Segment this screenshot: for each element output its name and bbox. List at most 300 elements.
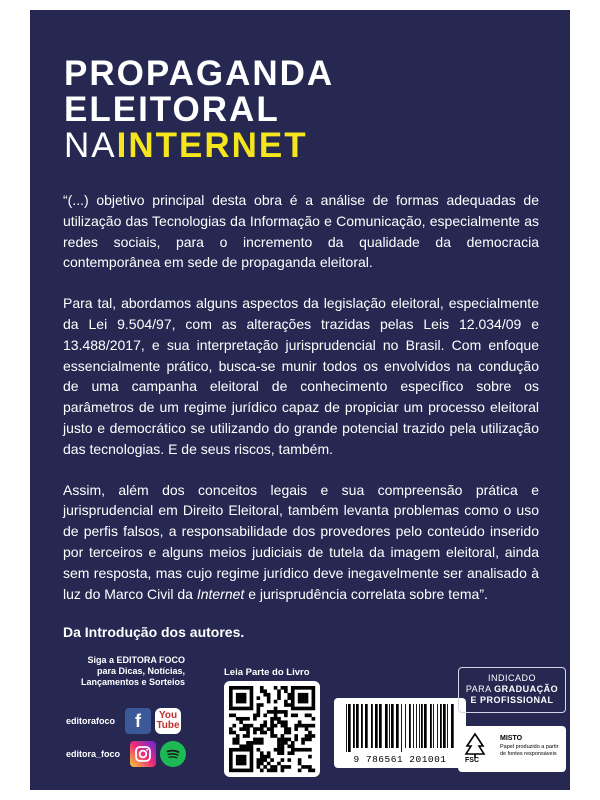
qr-module xyxy=(250,755,254,759)
qr-module xyxy=(294,714,298,718)
qr-module xyxy=(287,765,291,769)
title-line-2: ELEITORAL xyxy=(64,90,280,129)
qr-module xyxy=(229,686,233,690)
qr-module xyxy=(270,769,274,773)
qr-module xyxy=(229,689,233,693)
qr-module xyxy=(260,741,264,745)
qr-module xyxy=(291,714,295,718)
qr-module xyxy=(308,731,312,735)
barcode-bar xyxy=(433,704,434,748)
qr-module xyxy=(236,769,240,773)
qr-module xyxy=(246,734,250,738)
qr-module xyxy=(312,700,316,704)
qr-module xyxy=(253,727,257,731)
qr-module xyxy=(250,696,254,700)
qr-module xyxy=(267,751,271,755)
qr-module xyxy=(284,689,288,693)
social-row-2 xyxy=(66,741,186,767)
qr-module xyxy=(246,717,250,721)
qr-module xyxy=(253,714,257,718)
qr-module xyxy=(298,700,302,704)
qr-module xyxy=(312,769,316,773)
qr-module xyxy=(263,755,267,759)
qr-module xyxy=(257,727,261,731)
qr-module xyxy=(291,748,295,752)
qr-module xyxy=(287,731,291,735)
qr-module xyxy=(287,703,291,707)
qr-module xyxy=(287,727,291,731)
qr-module xyxy=(267,727,271,731)
qr-module xyxy=(243,758,247,762)
qr-module xyxy=(229,769,233,773)
handle-editora-foco: editora_foco xyxy=(66,749,121,759)
qr-module xyxy=(239,700,243,704)
qr-module xyxy=(308,686,312,690)
qr-module xyxy=(270,765,274,769)
qr-module xyxy=(246,769,250,773)
qr-module xyxy=(250,700,254,704)
barcode-bar xyxy=(389,704,390,748)
qr-module xyxy=(281,741,285,745)
qr-module xyxy=(232,748,236,752)
qr-module xyxy=(287,738,291,742)
qr-module xyxy=(277,744,281,748)
qr-module xyxy=(301,738,305,742)
barcode-bar xyxy=(416,704,417,748)
qr-module xyxy=(305,707,309,711)
qr-module xyxy=(277,741,281,745)
qr-module xyxy=(232,731,236,735)
qr-module xyxy=(305,727,309,731)
qr-module xyxy=(232,769,236,773)
qr-module xyxy=(232,714,236,718)
title-na: NA xyxy=(64,126,117,165)
qr-module xyxy=(312,696,316,700)
paragraph-3-b: e jurisprudência correlata sobre tema”. xyxy=(244,585,488,602)
barcode-bar xyxy=(353,704,355,748)
qr-module xyxy=(284,724,288,728)
qr-module xyxy=(308,734,312,738)
qr-module xyxy=(274,686,278,690)
barcode-bar xyxy=(371,704,373,748)
qr-module xyxy=(284,741,288,745)
qr-module xyxy=(236,700,240,704)
qr-module xyxy=(229,755,233,759)
qr-module xyxy=(301,748,305,752)
qr-module xyxy=(239,693,243,697)
qr-module xyxy=(260,731,264,735)
qr-module xyxy=(260,686,264,690)
qr-module xyxy=(239,717,243,721)
qr-module xyxy=(257,762,261,766)
qr-module xyxy=(229,751,233,755)
qr-module xyxy=(239,744,243,748)
barcode-bar xyxy=(443,704,446,748)
qr-module xyxy=(246,686,250,690)
qr-module xyxy=(250,769,254,773)
qr-module xyxy=(229,693,233,697)
qr-module xyxy=(236,693,240,697)
qr-module xyxy=(260,751,264,755)
qr-module xyxy=(294,707,298,711)
qr-module xyxy=(250,724,254,728)
qr-module xyxy=(229,727,233,731)
qr-module xyxy=(250,744,254,748)
qr-module xyxy=(260,689,264,693)
qr-module xyxy=(239,686,243,690)
qr-module xyxy=(243,686,247,690)
qr-module xyxy=(291,700,295,704)
indicado-para: PARA xyxy=(465,684,492,694)
indicado-line-1: INDICADO xyxy=(487,673,536,683)
follow-line-1: Siga a EDITORA FOCO xyxy=(87,655,185,665)
qr-module xyxy=(250,765,254,769)
qr-module xyxy=(229,765,233,769)
qr-module xyxy=(260,738,264,742)
qr-module xyxy=(291,703,295,707)
qr-module xyxy=(246,727,250,731)
indicado-graduacao: GRADUAÇÃO xyxy=(494,684,559,694)
barcode-bar xyxy=(430,704,432,748)
paragraph-1: “(...) objetivo principal desta obra é a análise de formas adequadas de utilização das Tecnologias da Informação e Comunicação, especialmente as redes sociais, para o incremento da qualidade da democracia contemporânea em sede de propaganda eleitoral. xyxy=(63,192,539,271)
qr-module xyxy=(281,724,285,728)
qr-module xyxy=(277,689,281,693)
qr-module xyxy=(260,769,264,773)
barcode-bar xyxy=(391,704,394,748)
qr-module xyxy=(301,686,305,690)
qr-module xyxy=(308,714,312,718)
qr-module xyxy=(294,724,298,728)
barcode-bar xyxy=(440,704,442,748)
qr-module xyxy=(270,724,274,728)
qr-module xyxy=(257,741,261,745)
qr-module xyxy=(298,686,302,690)
qr-module xyxy=(284,720,288,724)
qr-module xyxy=(308,748,312,752)
qr-module xyxy=(239,696,243,700)
qr-module xyxy=(246,731,250,735)
qr-module xyxy=(260,724,264,728)
barcode-bar xyxy=(348,704,351,752)
barcode-bar xyxy=(409,704,411,748)
qr-module xyxy=(250,703,254,707)
qr-module xyxy=(277,696,281,700)
qr-module xyxy=(308,707,312,711)
qr-module xyxy=(284,727,288,731)
qr-module xyxy=(274,700,278,704)
barcode-bar xyxy=(385,704,388,748)
qr-module xyxy=(229,714,233,718)
qr-module xyxy=(301,741,305,745)
qr-module xyxy=(257,696,261,700)
qr-module xyxy=(305,734,309,738)
qr-module xyxy=(260,727,264,731)
qr-module xyxy=(250,748,254,752)
qr-module xyxy=(229,758,233,762)
qr-code[interactable] xyxy=(224,681,320,777)
qr-module xyxy=(243,769,247,773)
qr-module xyxy=(263,720,267,724)
qr-module xyxy=(291,696,295,700)
qr-module xyxy=(281,765,285,769)
qr-module xyxy=(281,758,285,762)
qr-module xyxy=(243,755,247,759)
qr-module xyxy=(236,758,240,762)
qr-module xyxy=(253,731,257,735)
qr-module xyxy=(284,738,288,742)
qr-module xyxy=(294,727,298,731)
qr-module xyxy=(281,744,285,748)
qr-module xyxy=(312,717,316,721)
qr-module xyxy=(263,765,267,769)
qr-module xyxy=(274,707,278,711)
qr-module xyxy=(243,744,247,748)
qr-module xyxy=(287,693,291,697)
barcode-bar xyxy=(356,704,359,748)
qr-module xyxy=(274,717,278,721)
qr-module xyxy=(308,738,312,742)
qr-module xyxy=(312,686,316,690)
qr-module xyxy=(274,724,278,728)
fsc-badge xyxy=(458,726,566,772)
qr-module xyxy=(229,748,233,752)
qr-module xyxy=(250,751,254,755)
qr-module xyxy=(232,738,236,742)
qr-module xyxy=(243,724,247,728)
qr-module xyxy=(236,707,240,711)
qr-module xyxy=(298,758,302,762)
qr-module xyxy=(239,758,243,762)
qr-module xyxy=(250,689,254,693)
qr-module xyxy=(236,741,240,745)
qr-module xyxy=(243,693,247,697)
barcode-bar xyxy=(401,704,402,752)
qr-module xyxy=(298,707,302,711)
qr-module xyxy=(281,748,285,752)
qr-module xyxy=(239,720,243,724)
qr-module xyxy=(232,741,236,745)
back-cover xyxy=(30,10,570,790)
qr-module xyxy=(291,689,295,693)
paragraph-3-italic: Internet xyxy=(196,585,245,602)
qr-module xyxy=(243,748,247,752)
qr-module xyxy=(298,724,302,728)
qr-module xyxy=(243,762,247,766)
qr-module xyxy=(277,693,281,697)
qr-module xyxy=(267,693,271,697)
qr-module xyxy=(281,734,285,738)
barcode-bar xyxy=(361,704,363,748)
qr-module xyxy=(301,765,305,769)
indicado-line-3: E PROFISSIONAL xyxy=(470,695,554,705)
qr-module xyxy=(291,707,295,711)
barcode-bar xyxy=(437,704,438,748)
instagram-icon[interactable] xyxy=(130,741,156,767)
qr-module xyxy=(236,748,240,752)
qr-module xyxy=(236,762,240,766)
qr-module xyxy=(308,724,312,728)
qr-module xyxy=(312,724,316,728)
misto-subtitle: Papel produzido a partir de fontes responsáveis xyxy=(500,744,559,757)
qr-module xyxy=(298,696,302,700)
qr-module xyxy=(239,748,243,752)
qr-module xyxy=(257,738,261,742)
qr-module xyxy=(250,758,254,762)
qr-module xyxy=(274,714,278,718)
qr-module xyxy=(229,700,233,704)
qr-module xyxy=(284,731,288,735)
qr-module xyxy=(267,762,271,766)
qr-module xyxy=(298,748,302,752)
qr-module xyxy=(284,703,288,707)
qr-module xyxy=(257,758,261,762)
barcode-bar xyxy=(346,704,347,752)
qr-module xyxy=(281,710,285,714)
qr-module xyxy=(277,720,281,724)
qr-module xyxy=(239,707,243,711)
qr-module xyxy=(260,703,264,707)
qr-module xyxy=(277,762,281,766)
social-row-1 xyxy=(66,708,181,734)
spotify-icon[interactable] xyxy=(160,741,186,767)
qr-module xyxy=(257,765,261,769)
barcode-bar xyxy=(375,704,378,748)
qr-module xyxy=(236,696,240,700)
qr-module xyxy=(270,734,274,738)
qr-module xyxy=(301,707,305,711)
qr-module xyxy=(267,710,271,714)
qr-module xyxy=(284,710,288,714)
qr-module xyxy=(305,693,309,697)
title-internet: INTERNET xyxy=(116,126,308,165)
qr-module xyxy=(291,744,295,748)
qr-module xyxy=(301,696,305,700)
qr-module xyxy=(291,686,295,690)
qr-module xyxy=(294,686,298,690)
qr-module xyxy=(253,738,257,742)
qr-module xyxy=(229,762,233,766)
barcode-bar xyxy=(421,704,423,748)
paragraph-2: Para tal, abordamos alguns aspectos da legislação eleitoral, especialmente da Lei 9.504/97, com as alterações trazidas pelas Leis 12.034/09 e 13.488/2017, e sua interpretação jurisprudencial no Brasil. Com enfoque essencialmente prático, busca-se munir todos os envolvidos na condução de uma campanha eleitoral de conhecimento específico sobre os parâmetros de um regime jurídico capaz de propiciar um processo eleitoral justo e democrático se utilizando do grande potencial trazido pela utilização das tecnologias. E de seus riscos, também. xyxy=(63,295,539,457)
qr-module xyxy=(243,696,247,700)
youtube-you: You xyxy=(158,710,178,721)
barcode-bar xyxy=(451,704,454,748)
qr-module xyxy=(263,693,267,697)
qr-module xyxy=(229,703,233,707)
qr-module xyxy=(294,734,298,738)
qr-module xyxy=(253,717,257,721)
follow-line-3: Lançamentos e Sorteios xyxy=(80,677,185,687)
qr-module xyxy=(274,765,278,769)
qr-module xyxy=(305,696,309,700)
qr-module xyxy=(281,720,285,724)
qr-module xyxy=(236,734,240,738)
qr-module xyxy=(250,693,254,697)
title-line-3 xyxy=(64,128,334,164)
qr-module xyxy=(257,703,261,707)
qr-module xyxy=(260,762,264,766)
qr-module xyxy=(270,731,274,735)
qr-module xyxy=(236,717,240,721)
facebook-icon[interactable]: f xyxy=(125,708,151,734)
barcode-bar xyxy=(379,704,382,748)
qr-module xyxy=(267,769,271,773)
qr-module xyxy=(239,755,243,759)
qr-module xyxy=(312,689,316,693)
book-title xyxy=(64,56,334,164)
qr-module xyxy=(243,727,247,731)
barcode-bar xyxy=(419,704,420,748)
qr-module xyxy=(312,707,316,711)
qr-module xyxy=(250,707,254,711)
qr-module xyxy=(232,707,236,711)
qr-code-graphic xyxy=(224,681,320,777)
qr-module xyxy=(287,751,291,755)
qr-module xyxy=(263,758,267,762)
qr-module xyxy=(257,707,261,711)
qr-module xyxy=(267,700,271,704)
qr-module xyxy=(267,696,271,700)
qr-module xyxy=(270,727,274,731)
qr-label: Leia Parte do Livro xyxy=(224,667,310,678)
qr-module xyxy=(243,707,247,711)
qr-module xyxy=(250,741,254,745)
qr-module xyxy=(287,696,291,700)
qr-module xyxy=(301,693,305,697)
qr-module xyxy=(305,686,309,690)
qr-module xyxy=(287,744,291,748)
qr-module xyxy=(270,758,274,762)
qr-module xyxy=(253,741,257,745)
qr-module xyxy=(281,686,285,690)
qr-module xyxy=(250,762,254,766)
qr-module xyxy=(270,710,274,714)
qr-module xyxy=(274,710,278,714)
qr-module xyxy=(284,765,288,769)
qr-module xyxy=(263,714,267,718)
qr-module xyxy=(312,703,316,707)
qr-module xyxy=(305,738,309,742)
qr-module xyxy=(305,714,309,718)
qr-module xyxy=(236,686,240,690)
qr-module xyxy=(250,686,254,690)
title-line-1: PROPAGANDA xyxy=(64,54,335,93)
youtube-icon[interactable] xyxy=(155,708,181,734)
barcode-bar xyxy=(413,704,414,748)
qr-module xyxy=(277,738,281,742)
qr-module xyxy=(239,762,243,766)
qr-module xyxy=(274,769,278,773)
qr-module xyxy=(236,755,240,759)
qr-module xyxy=(274,748,278,752)
qr-module xyxy=(263,731,267,735)
qr-module xyxy=(291,693,295,697)
qr-module xyxy=(284,714,288,718)
qr-module xyxy=(243,734,247,738)
qr-module xyxy=(229,731,233,735)
qr-module xyxy=(281,751,285,755)
qr-module xyxy=(298,693,302,697)
qr-module xyxy=(246,744,250,748)
qr-module xyxy=(232,686,236,690)
qr-module xyxy=(312,693,316,697)
handle-editorafoco: editorafoco xyxy=(66,716,116,726)
intro-credit: Da Introdução dos autores. xyxy=(63,624,245,641)
qr-module xyxy=(263,724,267,728)
qr-module xyxy=(263,689,267,693)
qr-module xyxy=(246,707,250,711)
qr-module xyxy=(301,700,305,704)
